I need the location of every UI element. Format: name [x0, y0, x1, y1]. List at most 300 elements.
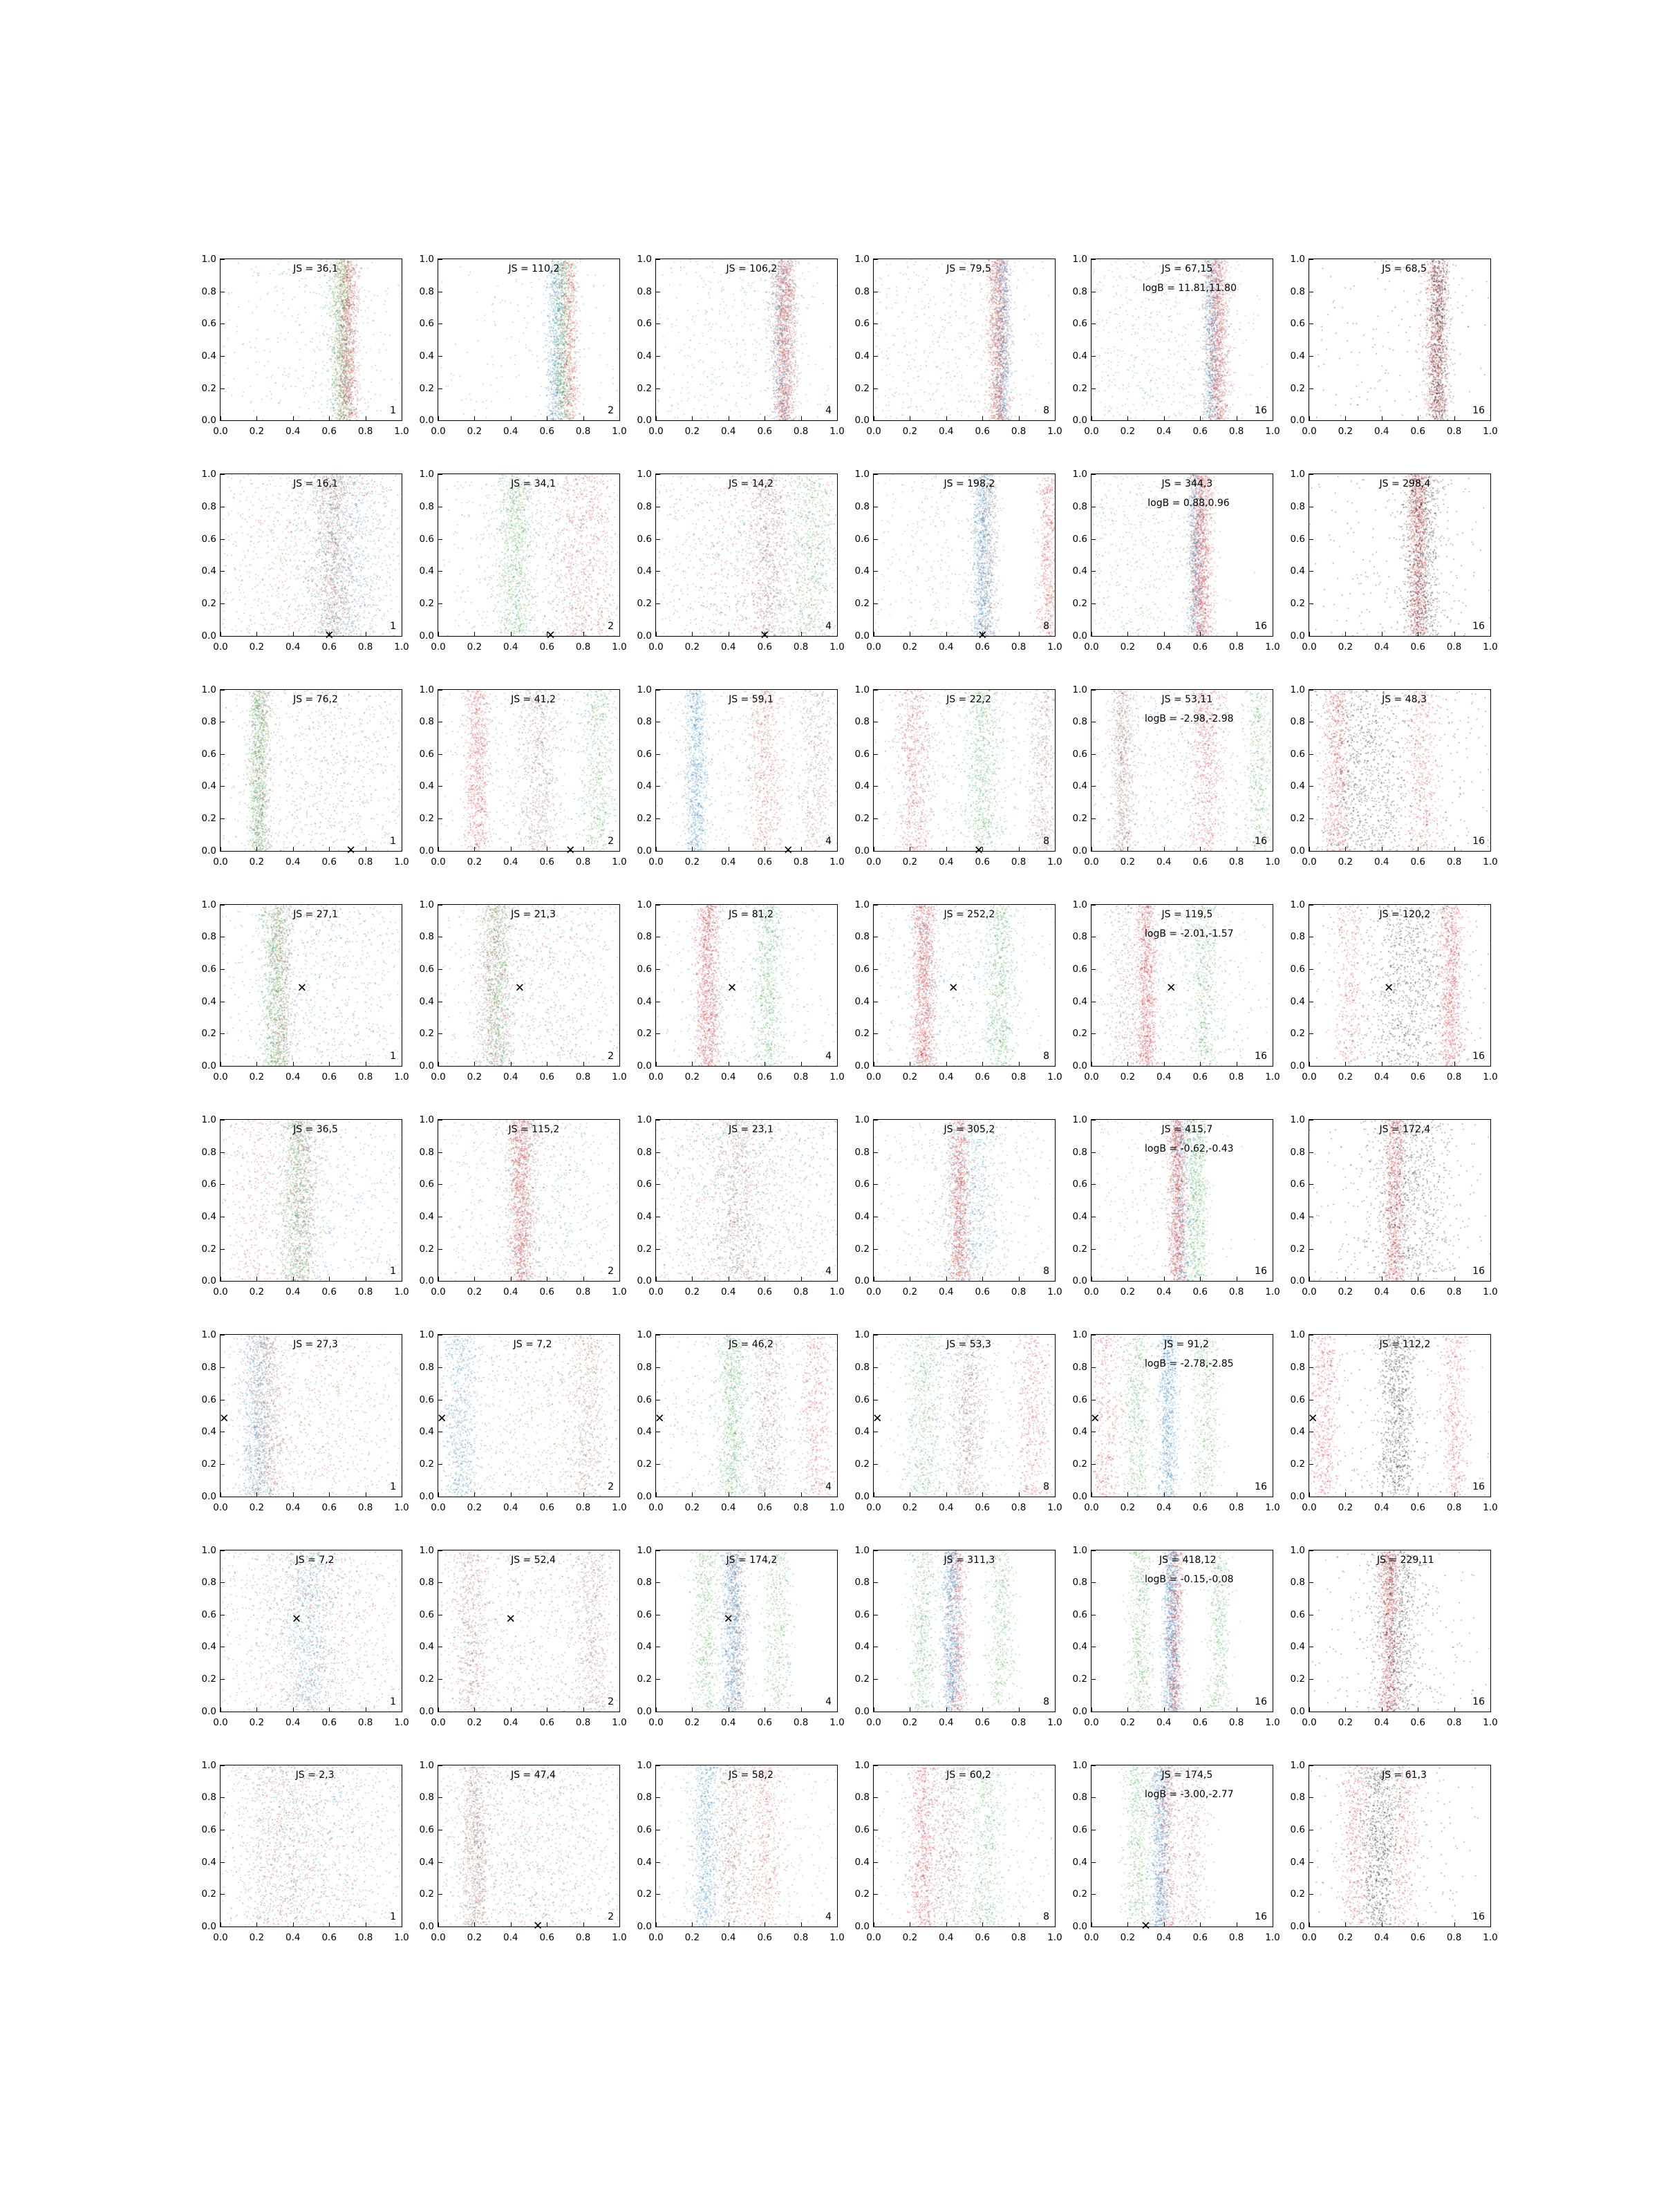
y-tick-label: 0.6 [1072, 318, 1087, 330]
axes-area [1072, 1329, 1280, 1513]
x-tick [1019, 1277, 1020, 1281]
js-divergence-label: JS = 68,5 [1382, 263, 1427, 274]
x-tick-label: 0.6 [1192, 426, 1208, 438]
x-tick [837, 847, 838, 851]
subplot-9 [632, 464, 850, 679]
x-tick-label: 1.0 [1265, 426, 1280, 438]
panel-index-label: 16 [1255, 835, 1267, 847]
y-tick-label: 0.8 [419, 1577, 434, 1588]
axes-area [1290, 1114, 1498, 1298]
axes-area [1290, 899, 1498, 1082]
y-tick [221, 603, 225, 604]
y-tick-label: 0.0 [1072, 1275, 1087, 1287]
y-tick-label: 0.4 [201, 350, 216, 362]
y-tick-label: 0.2 [1072, 1028, 1087, 1040]
scatter-points [656, 474, 837, 635]
y-tick [221, 1367, 225, 1368]
x-tick-label: 0.2 [684, 1716, 700, 1728]
y-tick [221, 754, 225, 755]
x-tick [1055, 847, 1056, 851]
y-tick [874, 1184, 878, 1185]
x-tick [1345, 416, 1346, 420]
y-tick [874, 754, 878, 755]
y-tick-label: 0.2 [419, 382, 434, 394]
y-tick-label: 0.8 [419, 716, 434, 728]
y-tick [221, 1033, 225, 1034]
x-tick-label: 0.6 [1410, 1716, 1425, 1728]
y-tick [656, 1066, 660, 1067]
x-tick-label: 0.8 [575, 641, 591, 653]
y-tick [656, 474, 660, 475]
y-tick [874, 1679, 878, 1680]
y-tick-label: 0.8 [201, 1361, 216, 1373]
reference-marker: ✕ [977, 628, 988, 642]
y-tick [656, 1582, 660, 1583]
y-tick-label: 1.0 [419, 684, 434, 695]
y-tick-label: 0.0 [1072, 1705, 1087, 1717]
y-tick [1091, 1184, 1096, 1185]
x-tick-label: 0.0 [1302, 641, 1317, 653]
x-tick [1200, 416, 1201, 420]
y-tick [656, 690, 660, 691]
js-divergence-label: JS = 106,2 [726, 263, 778, 274]
y-tick [438, 1582, 442, 1583]
y-tick [656, 1184, 660, 1185]
scatter-points [221, 474, 402, 635]
x-tick-label: 0.6 [1192, 1286, 1208, 1298]
subplot-44 [415, 1755, 632, 1970]
x-tick-label: 0.8 [1011, 1071, 1027, 1082]
x-tick [1490, 1492, 1491, 1497]
x-tick-label: 0.4 [721, 1716, 736, 1728]
y-tick [874, 474, 878, 475]
x-tick-label: 0.2 [249, 1716, 265, 1728]
y-tick-label: 0.0 [1072, 630, 1087, 641]
y-tick-label: 0.2 [1290, 813, 1305, 825]
y-tick-label: 0.6 [1072, 1179, 1087, 1190]
x-tick-label: 0.8 [1446, 1501, 1462, 1513]
panel-index-label: 8 [1043, 1051, 1049, 1062]
x-tick-label: 0.6 [757, 1286, 772, 1298]
x-tick [946, 1707, 947, 1712]
y-tick [1091, 690, 1096, 691]
y-tick-label: 1.0 [854, 1544, 870, 1556]
x-tick [1127, 1277, 1128, 1281]
x-tick-label: 0.8 [1011, 1286, 1027, 1298]
x-tick-label: 0.2 [467, 1286, 482, 1298]
axes-area [1072, 1759, 1280, 1943]
y-tick-label: 1.0 [201, 899, 216, 910]
x-tick-label: 0.2 [684, 1501, 700, 1513]
y-tick-label: 0.4 [201, 1210, 216, 1222]
x-tick-label: 1.0 [612, 856, 627, 868]
axes-area [201, 1114, 409, 1298]
y-tick [1309, 969, 1313, 970]
y-tick-label: 1.0 [1290, 899, 1305, 910]
y-tick-label: 0.0 [419, 1490, 434, 1502]
x-tick-label: 0.8 [1446, 856, 1462, 868]
y-tick-label: 0.0 [854, 845, 870, 856]
x-tick-label: 0.2 [684, 856, 700, 868]
x-tick-label: 1.0 [612, 426, 627, 438]
panel-index-label: 2 [608, 1266, 614, 1277]
axes-area [419, 1114, 627, 1298]
x-tick-label: 0.2 [1120, 1286, 1136, 1298]
y-tick-label: 0.4 [1072, 780, 1087, 792]
panel-index-label: 4 [825, 620, 832, 632]
y-tick-label: 0.2 [854, 1888, 870, 1900]
y-tick-label: 0.8 [854, 931, 870, 943]
y-tick [874, 1152, 878, 1153]
x-tick-label: 0.2 [467, 641, 482, 653]
y-tick-label: 0.4 [201, 995, 216, 1007]
y-tick-label: 1.0 [1290, 1759, 1305, 1771]
x-tick-label: 0.6 [975, 1071, 990, 1082]
x-tick [1454, 1922, 1455, 1927]
js-divergence-label: JS = 23,1 [729, 1124, 774, 1135]
y-tick-label: 0.2 [1290, 1028, 1305, 1040]
js-divergence-label: JS = 27,3 [293, 1339, 338, 1351]
y-tick [438, 474, 442, 475]
x-tick-label: 0.6 [321, 1286, 337, 1298]
js-divergence-label: JS = 81,2 [729, 908, 774, 920]
panel-index-label: 4 [825, 1481, 832, 1492]
x-tick-label: 0.8 [1011, 856, 1027, 868]
y-tick [874, 1582, 878, 1583]
y-tick [656, 905, 660, 906]
y-tick-label: 0.4 [419, 780, 434, 792]
y-tick [1091, 420, 1096, 421]
y-tick [656, 754, 660, 755]
x-tick-label: 0.4 [285, 856, 301, 868]
subplot-35 [1068, 1324, 1286, 1539]
panel-index-label: 8 [1043, 620, 1049, 632]
x-tick [1019, 1922, 1020, 1927]
y-tick [1309, 1894, 1313, 1895]
x-tick-label: 0.0 [1084, 1071, 1099, 1082]
y-tick [221, 539, 225, 540]
y-tick [656, 1550, 660, 1551]
y-tick-label: 0.2 [854, 597, 870, 609]
x-tick [1490, 416, 1491, 420]
y-tick [1309, 1765, 1313, 1766]
y-tick-label: 0.0 [1290, 1275, 1305, 1287]
x-tick-label: 0.2 [1120, 1932, 1136, 1943]
y-tick [221, 1120, 225, 1121]
scatter-points [438, 690, 619, 851]
y-tick-label: 0.8 [1072, 931, 1087, 943]
x-tick-label: 1.0 [1483, 1501, 1498, 1513]
subplot-5 [1068, 249, 1286, 464]
y-tick-label: 0.0 [854, 1490, 870, 1502]
y-tick-label: 0.8 [637, 931, 652, 943]
y-tick [874, 1120, 878, 1121]
y-tick-label: 0.8 [637, 1577, 652, 1588]
x-tick [583, 632, 584, 636]
x-tick-label: 0.8 [1446, 641, 1462, 653]
axes-area [201, 684, 409, 868]
y-tick [438, 690, 442, 691]
y-tick-label: 1.0 [1072, 1114, 1087, 1125]
y-tick-label: 1.0 [201, 684, 216, 695]
axes-area [854, 1329, 1062, 1513]
x-tick-label: 1.0 [394, 426, 409, 438]
x-tick-label: 1.0 [394, 1071, 409, 1082]
x-tick-label: 0.8 [357, 1716, 373, 1728]
y-tick [438, 1894, 442, 1895]
y-tick-label: 1.0 [1072, 254, 1087, 265]
x-tick-label: 0.2 [249, 856, 265, 868]
x-tick-label: 0.6 [321, 856, 337, 868]
x-tick-label: 0.4 [1374, 856, 1389, 868]
panel-index-label: 1 [390, 1696, 396, 1707]
y-tick [874, 1550, 878, 1551]
y-tick-label: 0.8 [1072, 1792, 1087, 1803]
x-tick [583, 1492, 584, 1497]
y-tick [1309, 539, 1313, 540]
y-tick-label: 0.6 [637, 1609, 652, 1620]
x-tick-label: 1.0 [612, 1501, 627, 1513]
x-tick-label: 0.8 [1446, 1071, 1462, 1082]
x-tick [1345, 1492, 1346, 1497]
y-tick-label: 0.6 [1072, 1824, 1087, 1836]
y-tick [656, 851, 660, 852]
x-tick-label: 0.6 [539, 1071, 554, 1082]
scatter-points [656, 1550, 837, 1712]
panel-index-label: 16 [1472, 1911, 1485, 1922]
y-tick-label: 0.2 [637, 1028, 652, 1040]
panel-index-label: 16 [1472, 1481, 1485, 1492]
x-tick-label: 1.0 [394, 1716, 409, 1728]
y-tick [1309, 818, 1313, 819]
x-tick [619, 1062, 620, 1066]
x-tick [1055, 1922, 1056, 1927]
axes-area [1290, 1544, 1498, 1728]
subplot-38 [415, 1540, 632, 1755]
x-tick [801, 1922, 802, 1927]
reference-marker: ✕ [727, 981, 738, 995]
scatter-points [1309, 1335, 1490, 1496]
x-tick [1490, 1922, 1491, 1927]
y-tick-label: 0.6 [201, 1824, 216, 1836]
js-divergence-label: JS = 110,2 [508, 263, 560, 274]
scatter-points [1309, 1765, 1490, 1927]
js-divergence-label: JS = 59,1 [729, 693, 774, 705]
scatter-points [656, 905, 837, 1066]
x-tick [946, 1062, 947, 1066]
x-tick-label: 0.8 [1228, 856, 1244, 868]
x-tick-label: 0.2 [1338, 1932, 1353, 1943]
subplot-21 [632, 894, 850, 1109]
y-tick-label: 0.6 [419, 1179, 434, 1190]
y-tick [1309, 1464, 1313, 1465]
y-tick [874, 786, 878, 787]
x-tick [583, 847, 584, 851]
y-tick-label: 0.8 [854, 1146, 870, 1158]
axes-area [1072, 1544, 1280, 1728]
x-tick-label: 0.8 [1446, 1286, 1462, 1298]
x-tick [946, 847, 947, 851]
js-divergence-label: JS = 36,1 [293, 263, 338, 274]
log-bayes-factor-label: logB = -2.01,-1.57 [1145, 928, 1234, 939]
x-tick [329, 416, 330, 420]
y-tick-label: 0.0 [637, 1275, 652, 1287]
y-tick-label: 1.0 [854, 899, 870, 910]
y-tick-label: 0.2 [419, 1888, 434, 1900]
y-tick-label: 0.8 [637, 285, 652, 297]
y-tick-label: 0.8 [1290, 1577, 1305, 1588]
x-tick-label: 0.4 [503, 856, 518, 868]
x-tick-label: 0.4 [503, 1286, 518, 1298]
x-tick [1164, 416, 1165, 420]
x-tick-label: 0.6 [539, 1501, 554, 1513]
y-tick-label: 0.6 [1072, 1609, 1087, 1620]
y-tick [1309, 1797, 1313, 1798]
x-tick-label: 1.0 [830, 1501, 845, 1513]
y-tick-label: 0.6 [854, 748, 870, 760]
x-tick [511, 1062, 512, 1066]
y-tick [221, 1184, 225, 1185]
x-tick [692, 847, 693, 851]
x-tick-label: 0.6 [321, 1932, 337, 1943]
reference-marker: ✕ [1141, 1919, 1151, 1933]
y-tick-label: 0.2 [1072, 1243, 1087, 1255]
x-tick-label: 0.4 [939, 426, 954, 438]
y-tick [1091, 1152, 1096, 1153]
y-tick-label: 1.0 [637, 469, 652, 480]
x-tick-label: 0.6 [321, 426, 337, 438]
x-tick-label: 0.0 [213, 856, 228, 868]
y-tick-label: 0.8 [637, 1361, 652, 1373]
subplot-4 [850, 249, 1068, 464]
axes-area [1290, 469, 1498, 653]
axes-area [1290, 1759, 1498, 1943]
x-tick-label: 0.8 [1228, 1501, 1244, 1513]
y-tick-label: 0.8 [1290, 1361, 1305, 1373]
subplot-23 [1068, 894, 1286, 1109]
x-tick [1454, 1062, 1455, 1066]
scatter-points [656, 259, 837, 420]
subplot-18 [1286, 679, 1503, 894]
x-tick [619, 1922, 620, 1927]
panel-index-label: 16 [1472, 405, 1485, 417]
x-tick-label: 0.2 [1120, 426, 1136, 438]
y-tick-label: 0.6 [1290, 1609, 1305, 1620]
y-tick-label: 1.0 [419, 469, 434, 480]
y-tick [656, 818, 660, 819]
x-tick-label: 0.2 [1120, 1501, 1136, 1513]
js-divergence-label: JS = 41,2 [511, 693, 556, 705]
x-tick-label: 0.4 [1374, 1286, 1389, 1298]
panel-index-label: 4 [825, 1266, 832, 1277]
y-tick [656, 388, 660, 389]
y-tick-label: 0.6 [854, 1179, 870, 1190]
y-tick-label: 0.2 [201, 1674, 216, 1685]
y-tick-label: 0.6 [637, 748, 652, 760]
y-tick-label: 0.8 [637, 716, 652, 728]
y-tick-label: 1.0 [1072, 1759, 1087, 1771]
x-tick [293, 1277, 294, 1281]
x-tick-label: 0.6 [757, 641, 772, 653]
x-tick-label: 0.6 [321, 1501, 337, 1513]
y-tick [1309, 388, 1313, 389]
x-tick-label: 0.2 [902, 1932, 918, 1943]
x-tick-label: 0.4 [1156, 426, 1172, 438]
y-tick [1309, 474, 1313, 475]
y-tick [656, 786, 660, 787]
y-tick-label: 0.2 [419, 1674, 434, 1685]
y-tick-label: 0.8 [637, 1146, 652, 1158]
x-tick-label: 0.0 [431, 1071, 446, 1082]
y-tick [1091, 1249, 1096, 1250]
x-tick-label: 0.0 [431, 1286, 446, 1298]
x-tick-label: 0.8 [793, 1501, 809, 1513]
x-tick-label: 0.6 [539, 856, 554, 868]
y-tick-label: 0.4 [854, 1426, 870, 1438]
y-tick [438, 1765, 442, 1766]
js-divergence-label: JS = 115,2 [508, 1124, 560, 1135]
subplot-11 [1068, 464, 1286, 679]
y-tick-label: 0.6 [201, 1179, 216, 1190]
x-tick [1345, 1277, 1346, 1281]
x-tick [801, 632, 802, 636]
js-divergence-label: JS = 47,4 [511, 1769, 556, 1781]
y-tick-label: 0.4 [1290, 565, 1305, 577]
axes-area [1072, 469, 1280, 653]
x-tick-label: 0.4 [503, 426, 518, 438]
y-tick [221, 1765, 225, 1766]
x-tick-label: 0.0 [1084, 426, 1099, 438]
x-tick [1055, 1492, 1056, 1497]
subplot-26 [415, 1109, 632, 1324]
js-divergence-label: JS = 344,3 [1161, 478, 1213, 490]
axes-area [419, 1544, 627, 1728]
x-tick-label: 0.6 [539, 1716, 554, 1728]
scatter-points [438, 905, 619, 1066]
y-tick-label: 0.2 [201, 1458, 216, 1470]
y-tick [1309, 786, 1313, 787]
x-tick-label: 0.4 [721, 856, 736, 868]
panel-index-label: 16 [1255, 1696, 1267, 1707]
axes-area [1072, 254, 1280, 438]
y-tick [438, 1464, 442, 1465]
y-tick [656, 1464, 660, 1465]
x-tick-label: 1.0 [612, 1716, 627, 1728]
panel-index-label: 4 [825, 835, 832, 847]
y-tick [1091, 1894, 1096, 1895]
reference-marker: ✕ [1166, 981, 1177, 995]
y-tick [438, 636, 442, 637]
y-tick [874, 1464, 878, 1465]
x-tick-label: 0.6 [975, 856, 990, 868]
y-tick-label: 1.0 [854, 684, 870, 695]
y-tick [221, 818, 225, 819]
panel-index-label: 4 [825, 1911, 832, 1922]
y-tick [1309, 603, 1313, 604]
y-tick-label: 1.0 [201, 469, 216, 480]
scatter-points [874, 474, 1055, 635]
y-tick [1091, 356, 1096, 357]
y-tick [1091, 1033, 1096, 1034]
y-tick [874, 818, 878, 819]
x-tick-label: 0.0 [866, 1716, 881, 1728]
x-tick [946, 1492, 947, 1497]
y-tick [1091, 1765, 1096, 1766]
x-tick [692, 416, 693, 420]
y-tick-label: 0.4 [1290, 1641, 1305, 1653]
y-tick-label: 0.4 [419, 1426, 434, 1438]
y-tick-label: 0.8 [419, 500, 434, 512]
